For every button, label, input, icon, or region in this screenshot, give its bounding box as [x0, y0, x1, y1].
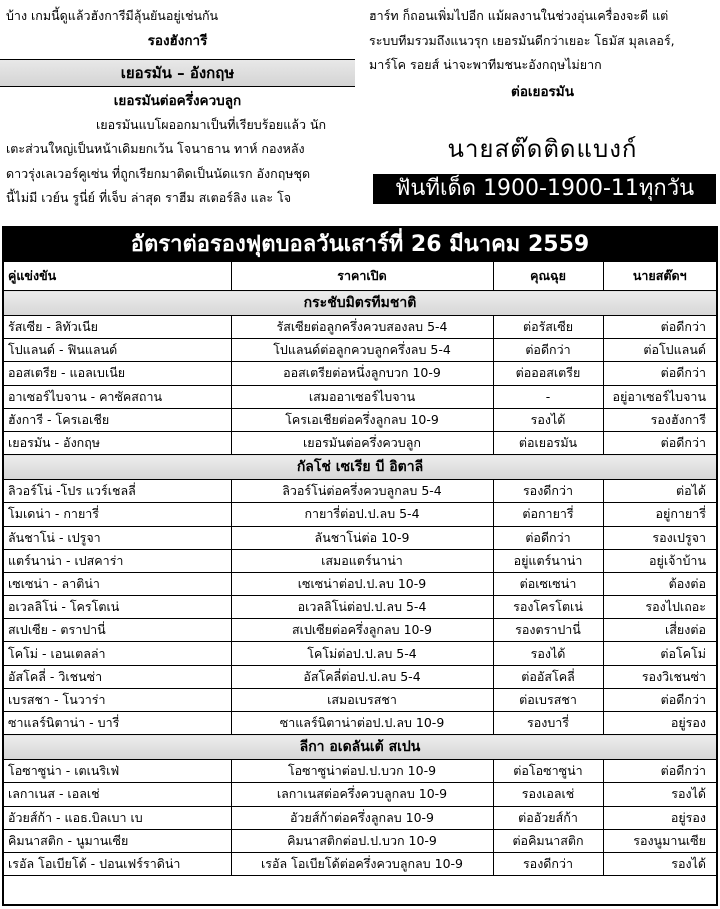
previous-match-verdict: รองฮังการี — [147, 32, 208, 49]
tipster-stud-cell: รองนูมานเซีย — [603, 829, 716, 852]
match-cell: สเปเซีย - ตราปานี่ — [4, 619, 231, 642]
tipster-chui-cell: รองบารี่ — [493, 712, 603, 735]
odds-table-panel — [2, 226, 718, 906]
section-title: กัลโช่ เซเรีย บี อิตาลี — [4, 455, 716, 480]
left-column — [0, 0, 355, 211]
opening-odds-cell: อเวลลิโน่ต่อป.ป.ลบ 5-4 — [231, 596, 493, 619]
tipster-chui-cell: ต่อดีกว่า — [493, 339, 603, 362]
table-row — [4, 688, 716, 711]
header-tipster-chui: คุณฉุย — [493, 262, 603, 291]
opening-odds-cell: เสมอแตร์นาน่า — [231, 549, 493, 572]
opening-odds-cell: กายารี่ต่อป.ป.ลบ 5-4 — [231, 503, 493, 526]
tipster-chui-cell: - — [493, 385, 603, 408]
table-row — [4, 431, 716, 454]
match-cell: อาเซอร์ไบจาน - คาซัคสถาน — [4, 385, 231, 408]
match-cell: โปแลนด์ - ฟินแลนด์ — [4, 339, 231, 362]
match-cell: อัสโคลี่ - วิเชนซ่า — [4, 665, 231, 688]
match-header: เยอรมัน – อังกฤษ — [0, 59, 355, 87]
table-row — [4, 596, 716, 619]
match-cell: อัวยส์ก้า - แอธ.บิลเบา เบ — [4, 806, 231, 829]
tipster-chui-cell: รองดีกว่า — [493, 480, 603, 503]
opening-odds-cell: คิมนาสติกต่อป.ป.บวก 10-9 — [231, 829, 493, 852]
match-cell: ซาแลร์นิตาน่า - บารี่ — [4, 712, 231, 735]
tipster-stud-cell: อยู่เจ้าบ้าน — [603, 549, 716, 572]
table-row — [4, 549, 716, 572]
match-cell: อเวลลิโน่ - โครโตเน่ — [4, 596, 231, 619]
tipster-stud-cell: อยู่อาเซอร์ไบจาน — [603, 385, 716, 408]
section-title: ลีกา อเดลันเต้ สเปน — [4, 735, 716, 760]
tipster-stud-cell: ต่อดีกว่า — [603, 688, 716, 711]
tipster-stud-cell: ต่อดีกว่า — [603, 431, 716, 454]
table-row — [4, 503, 716, 526]
tipster-stud-cell: ต่อโคโม่ — [603, 642, 716, 665]
table-row — [4, 316, 716, 339]
opening-odds-cell: โคโม่ต่อป.ป.ลบ 5-4 — [231, 642, 493, 665]
match-cell: เรอัล โอเบียโด้ - ปอนเฟร์ราดิน่า — [4, 852, 231, 875]
opening-odds-cell: โปแลนด์ต่อลูกควบลูกครึ่งลบ 5-4 — [231, 339, 493, 362]
tipster-chui-cell: ต่ออัสโคลี่ — [493, 665, 603, 688]
body-line-2: เตะส่วนใหญ่เป็นหน้าเดิมยกเว้น โจนาธาน ทาห์ กองหลัง — [6, 141, 305, 156]
opening-odds-cell: เลกาเนสต่อครึ่งควบลูกลบ 10-9 — [231, 783, 493, 806]
body-line-4: นี้ไม่มี เวย์น รูนี่ย์ ที่เจ็บ ล่าสุด ราฮีม สเตอร์ลิง และ โจ — [6, 190, 292, 205]
intro-line: บ้าง เกมนี้ดูแล้วฮังการีมีลุ้นยันอยู่เช่นกัน — [6, 8, 219, 23]
opening-odds-cell: อัวยส์ก้าต่อครึ่งลูกลบ 10-9 — [231, 806, 493, 829]
section-row — [4, 735, 716, 760]
tipster-chui-cell: รองโครโตเน่ — [493, 596, 603, 619]
tipster-stud-cell: ต่อดีกว่า — [603, 362, 716, 385]
right-body-line-1: ฮาร์ท ก็ถอนเพิ่มไปอีก แม้ผลงานในช่วงอุ่นเครื่องจะดี แต่ — [369, 8, 669, 23]
table-row — [4, 339, 716, 362]
section-title: กระชับมิตรทีมชาติ — [4, 291, 716, 316]
odds-table — [4, 262, 716, 876]
match-cell: เยอรมัน - อังกฤษ — [4, 431, 231, 454]
opening-odds-cell: เรอัล โอเบียโด้ต่อครึ่งควบลูกลบ 10-9 — [231, 852, 493, 875]
opening-odds-cell: อัสโคลี่ต่อป.ป.ลบ 5-4 — [231, 665, 493, 688]
author-title: นายสต๊ดติดแบงก์ — [447, 134, 638, 163]
table-row — [4, 783, 716, 806]
table-row — [4, 806, 716, 829]
table-row — [4, 642, 716, 665]
table-row — [4, 852, 716, 875]
tipster-chui-cell: รองเอลเช่ — [493, 783, 603, 806]
match-cell: คิมนาสติก - นูมานเซีย — [4, 829, 231, 852]
tipster-chui-cell: ต่อกายารี่ — [493, 503, 603, 526]
table-row — [4, 572, 716, 595]
tipster-stud-cell: เสี่ยงต่อ — [603, 619, 716, 642]
opening-odds-cell: รัสเซียต่อลูกครึ่งควบสองลบ 5-4 — [231, 316, 493, 339]
tipster-chui-cell: รองตราปานี่ — [493, 619, 603, 642]
opening-odds-cell: เสมอเบรสชา — [231, 688, 493, 711]
opening-odds-cell: เสมออาเซอร์ไบจาน — [231, 385, 493, 408]
tipster-chui-cell: ต่อออสเตรีย — [493, 362, 603, 385]
match-cell: เซเซน่า - ลาติน่า — [4, 572, 231, 595]
opening-odds-cell: สเปเซียต่อครึ่งลูกลบ 10-9 — [231, 619, 493, 642]
match-verdict: ต่อเยอรมัน — [511, 83, 574, 100]
opening-odds-cell: ออสเตรียต่อหนึ่งลูกบวก 10-9 — [231, 362, 493, 385]
tipster-stud-cell: รองฮังการี — [603, 408, 716, 431]
section-row — [4, 291, 716, 316]
tipster-chui-cell: ต่อคิมนาสติก — [493, 829, 603, 852]
odds-table-body — [4, 291, 716, 876]
opening-odds-cell: โครเอเชียต่อครึ่งลูกลบ 10-9 — [231, 408, 493, 431]
odds-table-title: อัตราต่อรองฟุตบอลวันเสาร์ที่ 26 มีนาคม 2559 — [4, 228, 716, 262]
tipster-stud-cell: ต่อดีกว่า — [603, 760, 716, 783]
handicap-heading: เยอรมันต่อครึ่งควบลูก — [113, 92, 242, 109]
table-row — [4, 712, 716, 735]
match-cell: โมเดน่า - กายารี่ — [4, 503, 231, 526]
opening-odds-cell: ลันชาโน่ต่อ 10-9 — [231, 526, 493, 549]
match-cell: โคโม่ - เอนเตลล่า — [4, 642, 231, 665]
hotline-banner: ฟันทีเด็ด 1900-1900-11ทุกวัน — [373, 174, 716, 204]
body-line-3: ดาวรุ่งเลเวอร์คูเซ่น ที่ถูกเรียกมาติดเป็นนัดแรก อังกฤษชุด — [6, 165, 311, 181]
tipster-chui-cell: อยู่แตร์นาน่า — [493, 549, 603, 572]
tipster-chui-cell: รองดีกว่า — [493, 852, 603, 875]
tipster-stud-cell: รองวิเชนซ่า — [603, 665, 716, 688]
match-cell: เลกาเนส - เอลเช่ — [4, 783, 231, 806]
match-cell: ออสเตรีย - แอลเบเนีย — [4, 362, 231, 385]
tipster-chui-cell: ต่อดีกว่า — [493, 526, 603, 549]
tipster-chui-cell: ต่ออัวยส์ก้า — [493, 806, 603, 829]
tipster-stud-cell: อยู่รอง — [603, 712, 716, 735]
opening-odds-cell: ลิวอร์โน่ต่อครึ่งควบลูกลบ 5-4 — [231, 480, 493, 503]
match-cell: โอซาซูน่า - เตเนริเฟ่ — [4, 760, 231, 783]
right-body-line-2: ระบบทีมรวมถึงแนวรุก เยอรมันดีกว่าเยอะ โธมัส มุลเลอร์, — [369, 32, 675, 48]
tipster-stud-cell: อยู่รอง — [603, 806, 716, 829]
table-row — [4, 385, 716, 408]
table-header-row — [4, 262, 716, 291]
table-row — [4, 829, 716, 852]
table-row — [4, 665, 716, 688]
tipster-chui-cell: รองได้ — [493, 642, 603, 665]
tipster-stud-cell: ต่อได้ — [603, 480, 716, 503]
tipster-stud-cell: ต่อดีกว่า — [603, 316, 716, 339]
right-column — [365, 0, 720, 204]
right-body-line-3: มาร์โค รอยส์ น่าจะพาทีมชนะอังกฤษไม่ยาก — [369, 57, 602, 72]
table-row — [4, 480, 716, 503]
tipster-stud-cell: รองได้ — [603, 852, 716, 875]
header-matches: คู่แข่งขัน — [4, 262, 231, 291]
table-row — [4, 362, 716, 385]
tipster-stud-cell: รองไปเถอะ — [603, 596, 716, 619]
match-cell: ลิวอร์โน่ -โปร แวร์เชลลี่ — [4, 480, 231, 503]
section-row — [4, 455, 716, 480]
match-cell: เบรสชา - โนวาร่า — [4, 688, 231, 711]
tipster-stud-cell: รองเปรูจา — [603, 526, 716, 549]
tipster-chui-cell: รองได้ — [493, 408, 603, 431]
match-cell: ฮังการี - โครเอเชีย — [4, 408, 231, 431]
opening-odds-cell: โอซาซูน่าต่อป.ป.บวก 10-9 — [231, 760, 493, 783]
tipster-stud-cell: รองได้ — [603, 783, 716, 806]
match-cell: ลันชาโน่ - เปรูจา — [4, 526, 231, 549]
tipster-stud-cell: ต้องต่อ — [603, 572, 716, 595]
tipster-chui-cell: ต่อรัสเซีย — [493, 316, 603, 339]
header-opening-odds: ราคาเปิด — [231, 262, 493, 291]
table-row — [4, 526, 716, 549]
tipster-chui-cell: ต่อโอซาซูน่า — [493, 760, 603, 783]
body-line-1: เยอรมันแบโผออกมาเป็นที่เรียบร้อยแล้ว นัก — [96, 116, 327, 132]
header-tipster-stud: นายสต๊ดฯ — [603, 262, 716, 291]
tipster-chui-cell: ต่อเซเซน่า — [493, 572, 603, 595]
table-row — [4, 408, 716, 431]
match-cell: แตร์นาน่า - เปสคาร่า — [4, 549, 231, 572]
tipster-stud-cell: อยู่กายารี่ — [603, 503, 716, 526]
opening-odds-cell: ซาแลร์นิตาน่าต่อป.ป.ลบ 10-9 — [231, 712, 493, 735]
tipster-stud-cell: ต่อโปแลนด์ — [603, 339, 716, 362]
opening-odds-cell: เยอรมันต่อครึ่งควบลูก — [231, 431, 493, 454]
opening-odds-cell: เซเซน่าต่อป.ป.ลบ 10-9 — [231, 572, 493, 595]
table-row — [4, 760, 716, 783]
tipster-chui-cell: ต่อเบรสชา — [493, 688, 603, 711]
tipster-chui-cell: ต่อเยอรมัน — [493, 431, 603, 454]
table-row — [4, 619, 716, 642]
match-cell: รัสเซีย - ลิทัวเนีย — [4, 316, 231, 339]
